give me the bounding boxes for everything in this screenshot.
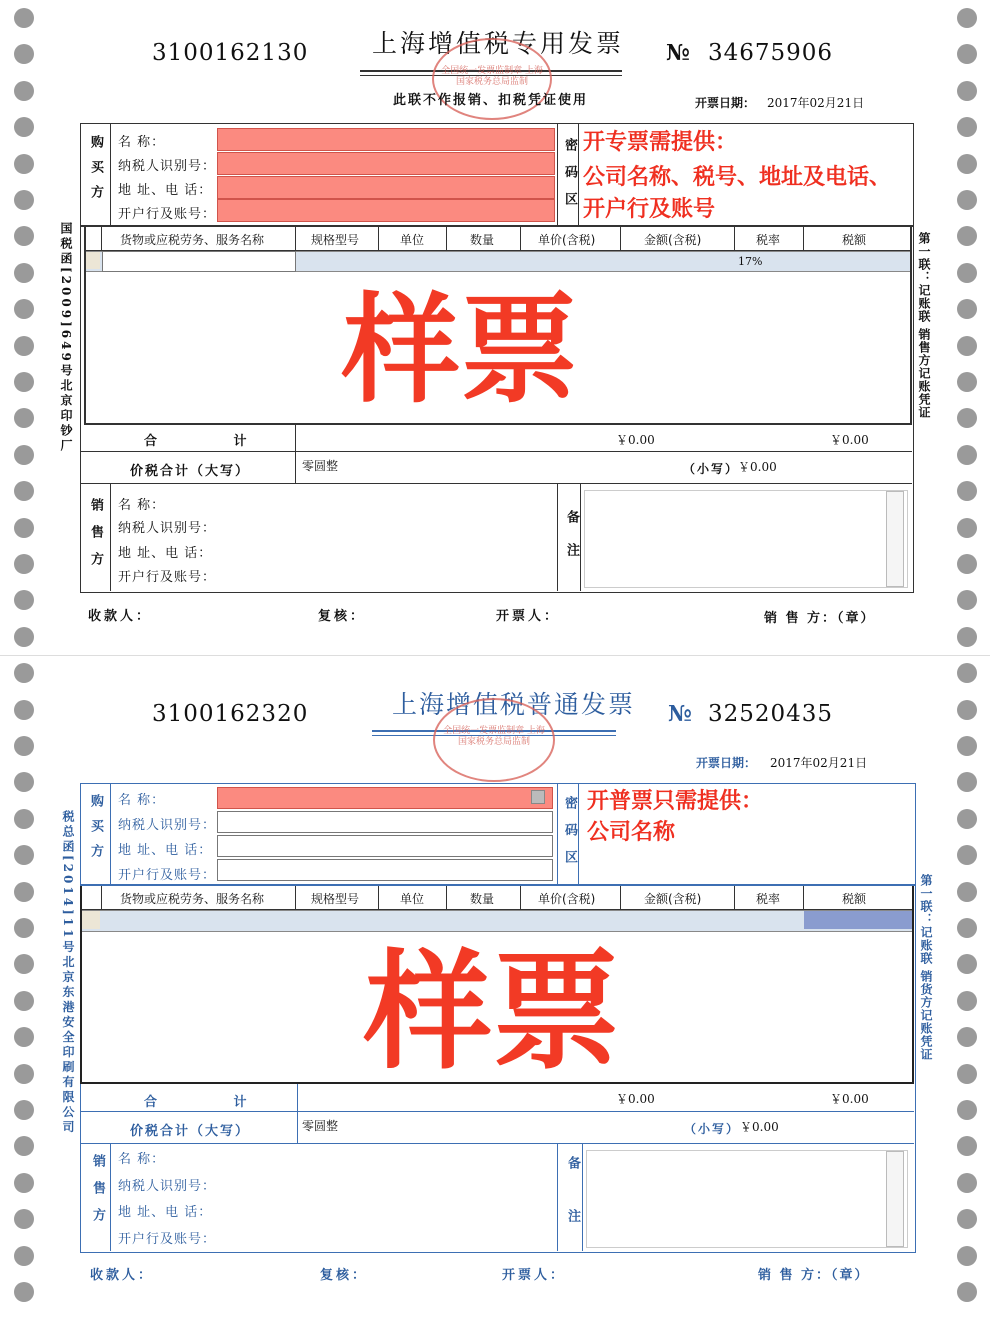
col-rate-header: 税率 [756, 233, 781, 247]
right-margin-text: 第一联：记账联 销售方记账凭证 [917, 232, 931, 420]
seller-name-label: 名 称： [118, 1152, 166, 1167]
buyer-address-label: 地 址、电 话： [118, 183, 213, 198]
col-qty-header: 数量 [470, 233, 495, 247]
supervision-seal [433, 698, 555, 782]
col-price-header: 单价(含税) [538, 233, 596, 247]
seller-side-label: 销售方 [88, 498, 103, 579]
remark-scrollbar[interactable] [886, 491, 904, 587]
seller-bank-label: 开户行及账号： [118, 1232, 217, 1247]
col-tax-header: 税额 [842, 233, 867, 247]
left-margin-text: 国税函[2009]649号北京印钞厂 [59, 222, 73, 454]
sum-caps-label: 价税合计（大写） [130, 464, 251, 479]
seller-side-label: 销售方 [90, 1154, 105, 1235]
sum-small-label: （小写） [683, 462, 740, 476]
special-invoice-note-3: 开户行及账号 [583, 197, 716, 222]
seller-address-label: 地 址、电 话： [118, 546, 213, 561]
col-goods-header: 货物或应税劳务、服务名称 [120, 892, 265, 906]
buyer-bank-field[interactable] [217, 199, 555, 222]
col-goods-header: 货物或应税劳务、服务名称 [120, 233, 265, 247]
buyer-name-field[interactable] [217, 787, 553, 809]
sum-caps-value: 零圆整 [302, 459, 339, 473]
item-name-input[interactable] [102, 251, 296, 272]
sample-watermark: 样票 [364, 938, 621, 1087]
date-label: 开票日期： [695, 96, 756, 110]
general-invoice-note-2: 公司名称 [587, 820, 676, 845]
total-label: 合 计 [144, 1095, 283, 1110]
seller-name-label: 名 称： [118, 498, 166, 513]
sum-caps-value: 零圆整 [302, 1119, 339, 1133]
total-label: 合 计 [144, 434, 283, 449]
total-tax: ￥0.00 [830, 433, 869, 447]
seller-bank-label: 开户行及账号： [118, 570, 217, 585]
invoice-code: 3100162320 [152, 701, 309, 727]
dropdown-button[interactable] [531, 790, 545, 804]
total-amount: ￥0.00 [616, 433, 655, 447]
buyer-name-field[interactable] [217, 128, 555, 151]
remark-field[interactable] [586, 1150, 908, 1248]
total-amount: ￥0.00 [616, 1092, 655, 1106]
invoice-code: 3100162130 [152, 40, 309, 66]
seal-text: 全国统一发票监制章 上海 国家税务总局监制 [441, 66, 543, 87]
right-margin-text: 第一联：记账联 销货方记账凭证 [919, 874, 933, 1062]
tax-cell-selected[interactable] [804, 911, 912, 929]
perforation [0, 655, 990, 656]
seal-text: 全国统一发票监制章 上海 国家税务总局监制 [443, 726, 545, 747]
number-symbol: № [668, 701, 692, 727]
invoice-number: 34675906 [708, 40, 834, 66]
buyer-taxid-label: 纳税人识别号： [118, 159, 217, 174]
special-invoice-note-1: 开专票需提供： [583, 130, 738, 155]
cipher-area-label: 密码区 [562, 796, 577, 877]
buyer-bank-field[interactable] [217, 859, 553, 881]
col-amount-header: 金额(含税) [644, 233, 702, 247]
item-row[interactable] [82, 910, 912, 932]
col-amount-header: 金额(含税) [644, 892, 702, 906]
col-tax-header: 税额 [842, 892, 867, 906]
col-spec-header: 规格型号 [311, 233, 360, 247]
payee-label: 收款人： [90, 1268, 155, 1283]
payee-label: 收款人： [88, 609, 153, 624]
buyer-bank-label: 开户行及账号： [118, 868, 217, 883]
buyer-bank-label: 开户行及账号： [118, 207, 217, 222]
buyer-address-label: 地 址、电 话： [118, 843, 213, 858]
col-spec-header: 规格型号 [311, 892, 360, 906]
seller-seal-label: 销 售 方：（章） [758, 1268, 870, 1283]
drawer-label: 开票人： [502, 1268, 567, 1283]
total-tax: ￥0.00 [830, 1092, 869, 1106]
buyer-taxid-label: 纳税人识别号： [118, 818, 217, 833]
col-unit-header: 单位 [400, 892, 425, 906]
buyer-name-label: 名 称： [118, 793, 166, 808]
special-invoice-note-2: 公司名称、税号、地址及电话、 [583, 165, 892, 190]
buyer-address-field[interactable] [217, 176, 555, 199]
remark-scrollbar[interactable] [886, 1151, 904, 1247]
date-label: 开票日期： [696, 756, 757, 770]
remark-label: 备注 [565, 1156, 580, 1262]
sum-small-value: ￥0.00 [740, 1120, 779, 1134]
col-qty-header: 数量 [470, 892, 495, 906]
col-rate-header: 税率 [756, 892, 781, 906]
sum-caps-label: 价税合计（大写） [130, 1124, 251, 1139]
buyer-side-label: 购买方 [88, 135, 103, 210]
review-label: 复核： [318, 609, 367, 624]
sum-small-value: ￥0.00 [738, 460, 777, 474]
seller-taxid-label: 纳税人识别号： [118, 1179, 217, 1194]
cipher-area-label: 密码区 [562, 138, 577, 219]
buyer-name-label: 名 称： [118, 135, 166, 150]
general-invoice-note-1: 开普票只需提供： [587, 789, 764, 814]
remark-field[interactable] [584, 490, 908, 588]
review-label: 复核： [320, 1268, 369, 1283]
seller-seal-label: 销 售 方：（章） [764, 611, 876, 626]
remark-label: 备注 [564, 510, 579, 576]
sample-watermark: 样票 [342, 281, 579, 419]
col-price-header: 单价(含税) [538, 892, 596, 906]
date-value: 2017年02月21日 [770, 756, 868, 770]
date-value: 2017年02月21日 [767, 96, 865, 110]
invoice-title: 上海增值税专用发票 [372, 29, 625, 58]
number-symbol: № [666, 40, 690, 66]
seller-taxid-label: 纳税人识别号： [118, 521, 217, 536]
invoice-number: 32520435 [708, 701, 834, 727]
seller-address-label: 地 址、电 话： [118, 1205, 213, 1220]
buyer-address-field[interactable] [217, 835, 553, 857]
left-margin-text: 税总函[2014]11号北京东港安全印刷有限公司 [61, 810, 75, 1136]
general-vat-invoice [0, 660, 990, 1310]
buyer-side-label: 购买方 [88, 794, 103, 869]
col-unit-header: 单位 [400, 233, 425, 247]
usage-note: 此联不作报销、扣税凭证使用 [393, 93, 589, 108]
special-vat-invoice [0, 0, 990, 650]
tax-rate-value: 17% [738, 255, 763, 268]
sum-small-label: （小写） [684, 1122, 741, 1136]
drawer-label: 开票人： [496, 609, 561, 624]
buyer-taxid-field[interactable] [217, 811, 553, 833]
invoice-title: 上海增值税普通发票 [392, 690, 636, 719]
buyer-taxid-field[interactable] [217, 152, 555, 175]
